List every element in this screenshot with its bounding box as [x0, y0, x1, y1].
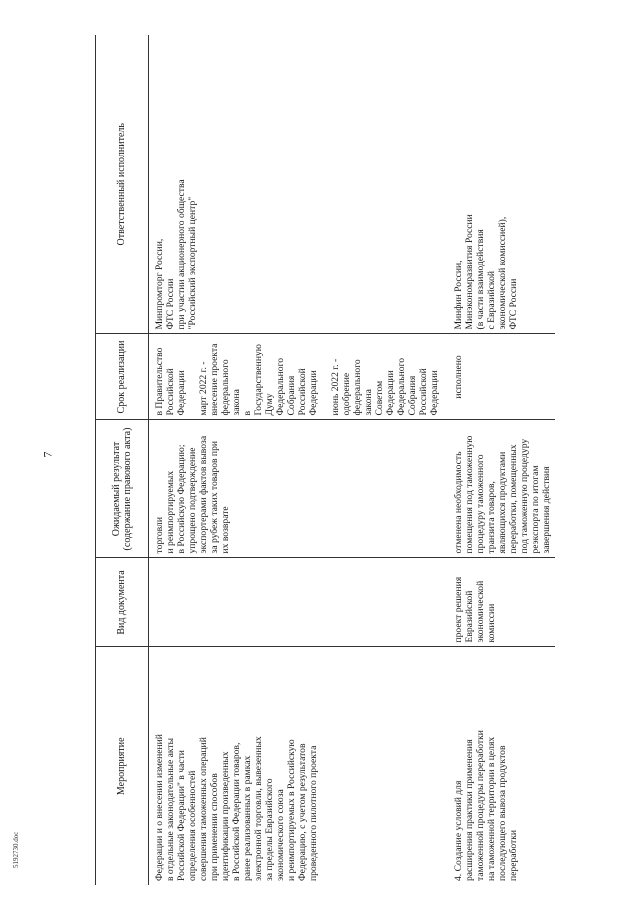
cell-executor: Минфин России, Минэкономразвития России (в части взаимодействия с Евразийской экономической комиссией), ФТС России: [443, 35, 555, 334]
cell-result: торговли и реимпортируемых в Российскую Федерацию; упрощено подтверждение экспортерами фактов вывоза за рубеж таких товаров при их возврате: [149, 420, 444, 558]
document-code: 5192730.doc: [12, 831, 20, 868]
cell-doc-type: [149, 558, 444, 647]
header-doc-type: Вид документа: [96, 558, 149, 647]
table-header-row: [96, 35, 149, 885]
header-result: Ожидаемый результат (содержание правового акта): [96, 420, 149, 558]
cell-doc-type: проект решения Евразийской экономической комиссии: [443, 558, 555, 647]
header-deadline: Срок реализации: [96, 334, 149, 420]
cell-result: отменена необходимость помещения под таможенную процедуру таможенного транзита товаров, являющихся продуктами переработки, помещенных под таможенную процедуру реэкспорта по итогам завершения действия: [443, 420, 555, 558]
page-number: 7: [40, 451, 55, 458]
cell-measure: Федерации и о внесении изменений в отдельные законодательные акты Российской Федерации" в части определения особенностей совершения таможенных операций при применении способов идентификации произведенных в Российской Федерации товаров, ранее реализованных в рамках электронной торговли, вывезенных за пределы Евразийского экономического союза и реимпортируемых в Российскую Федерацию, с учетом результатов проведенного пилотного проекта: [154, 734, 319, 881]
landscape-sheet: [95, 35, 605, 885]
table-row: [443, 35, 555, 885]
measures-table: [95, 35, 555, 885]
header-executor: Ответственный исполнитель: [96, 35, 149, 334]
cell-deadline: исполнено: [443, 334, 555, 420]
header-measure: Мероприятие: [96, 647, 149, 885]
table-row: [149, 35, 444, 885]
cell-deadline: в Правительство Российской Федерации март 2022 г. - внесение проекта федерального закона в Государственную Думу Федерального Собрания Российской Федерации июнь 2022 г. - одобрение федерального закона Советом Федерации Федерального Собрания Российской Федерации: [149, 334, 444, 420]
cell-measure: 4. Создание условий для расширения практики применения таможенной процедуры переработки на таможенной территории в целях последующего вывоза продуктов переработки: [453, 730, 519, 881]
cell-executor: Минпромторг России, ФТС России при участии акционерного общества "Российский экспортный центр": [149, 35, 444, 334]
